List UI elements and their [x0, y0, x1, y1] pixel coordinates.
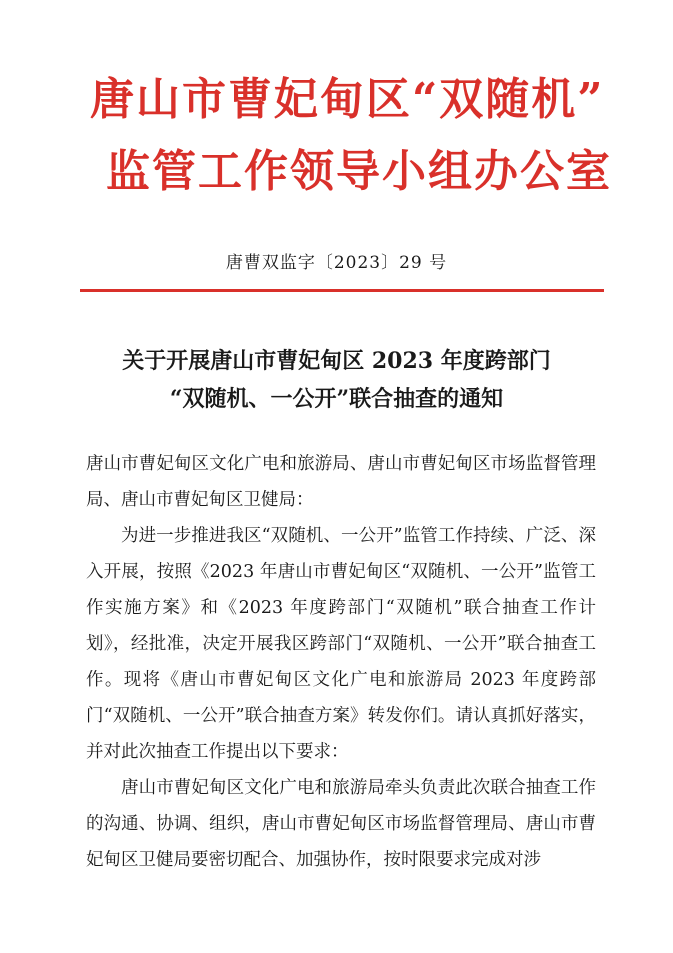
paragraph-1: 为进一步推进我区“双随机、一公开”监管工作持续、广泛、深入开展，按照《2023 年唐山市曹妃甸区“双随机、一公开”监管工作实施方案》和《2023 年度跨部门“双随机”联合抽查工作计划》，经批准，决定开展我区跨部门“双随机、一公开”联合抽查工作。现将《唐山市曹妃甸区文化广电和旅游局 2023 年度跨部门“双随机、一公开”联合抽查方案》转发你们。请认真抓好落实，并对此次抽查工作提出以下要求：: [86, 526, 596, 762]
header-title-line2: 监管工作领导小组办公室: [106, 146, 612, 197]
header-title-line1: 唐山市曹妃甸区“双随机”: [90, 74, 605, 125]
recipients: 唐山市曹妃甸区文化广电和旅游局、唐山市曹妃甸区市场监督管理局、唐山市曹妃甸区卫健局：: [86, 454, 596, 510]
document-number: 唐曹双监字〔2023〕29 号: [225, 253, 448, 273]
paragraph-2: 唐山市曹妃甸区文化广电和旅游局牵头负责此次联合抽查工作的沟通、协调、组织，唐山市曹妃甸区市场监督管理局、唐山市曹妃甸区卫健局要密切配合、加强协作，按时限要求完成对涉: [86, 778, 596, 870]
notice-title-line1: 关于开展唐山市曹妃甸区 2023 年度跨部门: [122, 348, 551, 374]
red-divider-line: [80, 289, 604, 292]
notice-title-line2: “双随机、一公开”联合抽查的通知: [169, 386, 504, 412]
